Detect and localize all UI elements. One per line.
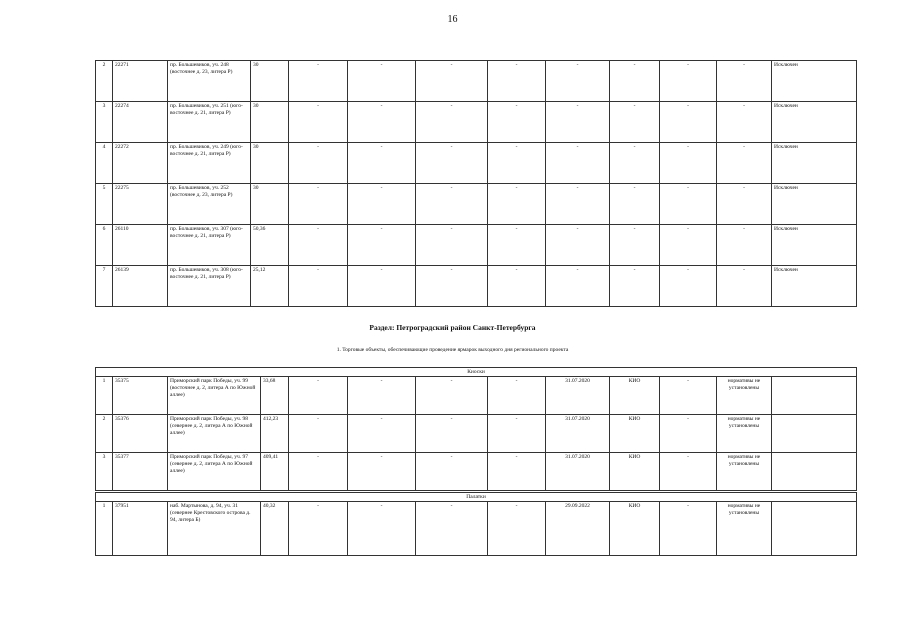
cell-code: 37951 (113, 502, 168, 556)
cell-c6: - (348, 377, 416, 415)
cell-num: 7 (96, 266, 113, 307)
excluded-objects-table (95, 60, 857, 307)
cell-status: Исключен (772, 266, 857, 307)
cell-num: 2 (96, 61, 113, 102)
cell-address: Приморский парк Победы, уч. 99 (восточнее д. 2, литера А по Южной аллее) (168, 377, 261, 415)
cell-type: КИО (610, 415, 660, 453)
cell-c11: - (660, 453, 717, 491)
cell-area: 40,32 (261, 502, 289, 556)
cell-address: наб. Мартынова, д. 94, уч. 31 (севернее Крестовского острова д. 94, литера Б) (168, 502, 261, 556)
table-row (96, 225, 857, 266)
cell-c9: - (546, 225, 610, 266)
cell-status (772, 502, 857, 556)
cell-note: нормативы не установлены (717, 502, 772, 556)
cell-c6: - (348, 502, 416, 556)
cell-num: 3 (96, 102, 113, 143)
cell-code: 35375 (113, 377, 168, 415)
cell-address: пр. Большевиков, уч. 252 (восточнее д. 23, литера Р) (168, 184, 251, 225)
cell-status (772, 415, 857, 453)
cell-area: 30 (251, 143, 289, 184)
cell-c5: - (289, 266, 348, 307)
cell-address: пр. Большевиков, уч. 308 (юго-восточнее д. 21, литера Р) (168, 266, 251, 307)
cell-area: 409,41 (261, 453, 289, 491)
cell-c11: - (660, 266, 717, 307)
cell-c7: - (416, 225, 488, 266)
cell-c10: - (610, 266, 660, 307)
cell-c12: - (717, 266, 772, 307)
cell-c7: - (416, 61, 488, 102)
cell-c8: - (488, 453, 546, 491)
cell-c8: - (488, 502, 546, 556)
cell-type: КИО (610, 377, 660, 415)
cell-code: 22272 (113, 143, 168, 184)
cell-c7: - (416, 377, 488, 415)
cell-c12: - (717, 184, 772, 225)
cell-type: КИО (610, 453, 660, 491)
cell-c9: - (546, 143, 610, 184)
cell-note: нормативы не установлены (717, 415, 772, 453)
cell-c11: - (660, 415, 717, 453)
cell-c6: - (348, 143, 416, 184)
cell-code: 22271 (113, 61, 168, 102)
table-row (96, 453, 857, 491)
kiosks-band-label: Киоски (96, 368, 857, 377)
cell-status: Исключен (772, 61, 857, 102)
cell-area: 30 (251, 184, 289, 225)
cell-num: 1 (96, 377, 113, 415)
cell-c7: - (416, 143, 488, 184)
cell-code: 26110 (113, 225, 168, 266)
cell-c9: - (546, 61, 610, 102)
cell-c5: - (289, 377, 348, 415)
cell-code: 26139 (113, 266, 168, 307)
cell-area: 50,36 (251, 225, 289, 266)
cell-status: Исключен (772, 102, 857, 143)
cell-c11: - (660, 502, 717, 556)
cell-c6: - (348, 415, 416, 453)
cell-c12: - (717, 61, 772, 102)
cell-status (772, 377, 857, 415)
cell-c7: - (416, 102, 488, 143)
cell-area: 33,68 (261, 377, 289, 415)
cell-c11: - (660, 143, 717, 184)
kiosks-table (95, 367, 857, 491)
cell-num: 1 (96, 502, 113, 556)
cell-note: нормативы не установлены (717, 453, 772, 491)
cell-c8: - (488, 225, 546, 266)
cell-area: 412,23 (261, 415, 289, 453)
cell-note: нормативы не установлены (717, 377, 772, 415)
cell-c7: - (416, 502, 488, 556)
cell-c6: - (348, 102, 416, 143)
cell-code: 22274 (113, 102, 168, 143)
cell-c8: - (488, 415, 546, 453)
cell-date: 31.07.2020 (546, 415, 610, 453)
cell-code: 22275 (113, 184, 168, 225)
cell-c8: - (488, 61, 546, 102)
cell-num: 6 (96, 225, 113, 266)
cell-c9: - (546, 102, 610, 143)
tents-table (95, 492, 857, 556)
cell-c7: - (416, 184, 488, 225)
section-subtitle: 1. Торговые объекты, обеспечивающие проведение ярмарок выходного дня регионального проекта (336, 347, 569, 353)
cell-num: 5 (96, 184, 113, 225)
cell-type: КИО (610, 502, 660, 556)
cell-c9: - (546, 266, 610, 307)
cell-c6: - (348, 61, 416, 102)
table-row (96, 502, 857, 556)
cell-status: Исключен (772, 184, 857, 225)
cell-address: пр. Большевиков, уч. 251 (юго-восточнее д. 21, литера Р) (168, 102, 251, 143)
cell-c9: - (546, 184, 610, 225)
cell-c11: - (660, 377, 717, 415)
cell-code: 35377 (113, 453, 168, 491)
cell-c8: - (488, 143, 546, 184)
cell-c7: - (416, 453, 488, 491)
cell-c11: - (660, 184, 717, 225)
cell-area: 30 (251, 102, 289, 143)
cell-c6: - (348, 184, 416, 225)
cell-c5: - (289, 225, 348, 266)
table-row (96, 266, 857, 307)
cell-c5: - (289, 453, 348, 491)
cell-c10: - (610, 143, 660, 184)
cell-address: Приморский парк Победы, уч. 98 (севернее д. 2, литера А по Южной аллее) (168, 415, 261, 453)
cell-c5: - (289, 143, 348, 184)
cell-address: пр. Большевиков, уч. 249 (юго-восточнее д. 21, литера Р) (168, 143, 251, 184)
cell-num: 4 (96, 143, 113, 184)
cell-c6: - (348, 225, 416, 266)
cell-address: пр. Большевиков, уч. 248 (восточнее д. 23, литера Р) (168, 61, 251, 102)
cell-date: 29.09.2022 (546, 502, 610, 556)
cell-c6: - (348, 266, 416, 307)
cell-status: Исключен (772, 143, 857, 184)
table-row (96, 184, 857, 225)
cell-c5: - (289, 184, 348, 225)
table-row (96, 415, 857, 453)
cell-num: 2 (96, 415, 113, 453)
tents-band-label: Палатки (96, 493, 857, 502)
cell-address: Приморский парк Победы, уч. 97 (севернее д. 2, литера А по Южной аллее) (168, 453, 261, 491)
table-row (96, 102, 857, 143)
cell-c12: - (717, 102, 772, 143)
cell-date: 31.07.2020 (546, 453, 610, 491)
cell-c11: - (660, 102, 717, 143)
cell-c5: - (289, 415, 348, 453)
section-title: Раздел: Петроградский район Санкт-Петербурга (369, 323, 536, 332)
cell-c10: - (610, 184, 660, 225)
cell-c10: - (610, 102, 660, 143)
cell-area: 30 (251, 61, 289, 102)
cell-c8: - (488, 377, 546, 415)
cell-area: 25,12 (251, 266, 289, 307)
table-row (96, 61, 857, 102)
cell-c8: - (488, 266, 546, 307)
cell-address: пр. Большевиков, уч. 307 (юго-восточнее д. 21, литера Р) (168, 225, 251, 266)
cell-date: 31.07.2020 (546, 377, 610, 415)
cell-c5: - (289, 502, 348, 556)
cell-c12: - (717, 225, 772, 266)
cell-status: Исключен (772, 225, 857, 266)
cell-status (772, 453, 857, 491)
cell-c8: - (488, 184, 546, 225)
table-row (96, 143, 857, 184)
cell-c6: - (348, 453, 416, 491)
table-row (96, 377, 857, 415)
cell-c7: - (416, 415, 488, 453)
cell-c7: - (416, 266, 488, 307)
cell-num: 3 (96, 453, 113, 491)
cell-c8: - (488, 102, 546, 143)
cell-code: 35376 (113, 415, 168, 453)
page-number: 16 (447, 14, 458, 25)
cell-c5: - (289, 102, 348, 143)
cell-c12: - (717, 143, 772, 184)
cell-c10: - (610, 61, 660, 102)
cell-c10: - (610, 225, 660, 266)
cell-c11: - (660, 61, 717, 102)
cell-c5: - (289, 61, 348, 102)
cell-c11: - (660, 225, 717, 266)
